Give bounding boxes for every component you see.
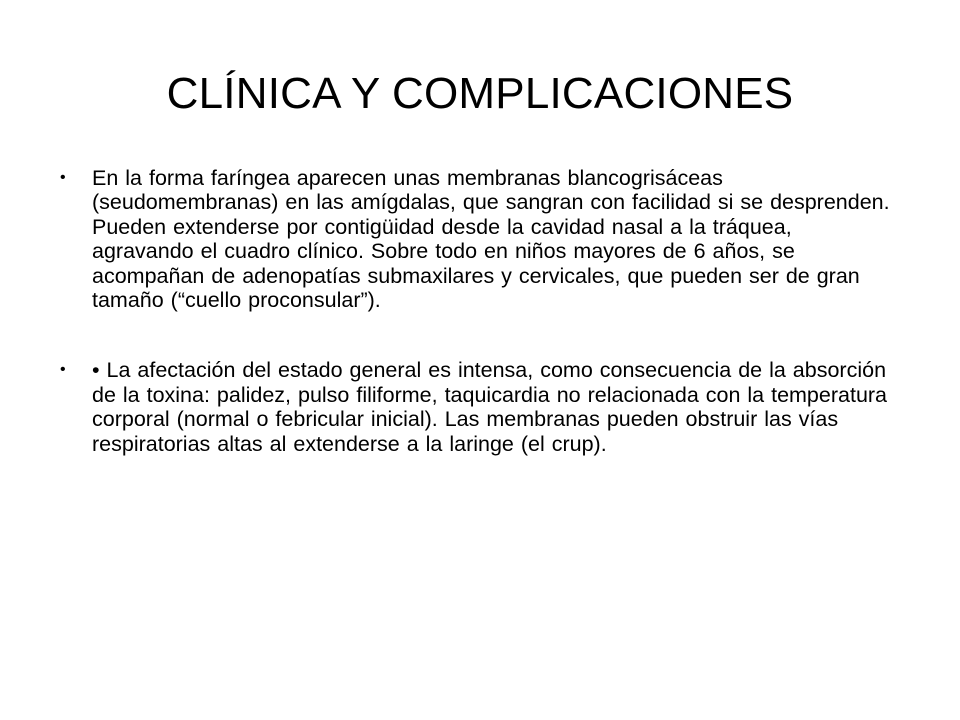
bullet-item-2 [60,358,900,456]
bullet-marker: • [60,169,66,186]
bullet-list [60,166,900,502]
bullet-text-2: • La afectación del estado general es intensa, como consecuencia de la absorción de la toxina: palidez, pulso filiforme, taquicardia no relacionada con la temperatura corporal (normal o febricular inicial). Las membranas pueden obstruir las vías respiratorias altas al extenderse a la laringe (el crup). [92,358,888,456]
bullet-item-1 [60,166,900,312]
bullet-text-1: En la forma faríngea aparecen unas membranas blancogrisáceas (seudomembranas) en las amígdalas, que sangran con facilidad si se desprenden. Pueden extenderse por contigüidad desde la cavidad nasal a la tráquea, agravando el cuadro clínico. Sobre todo en niños mayores de 6 años, se acompañan de adenopatías submaxilares y cervicales, que pueden ser de gran tamaño (“cuello proconsular”). [92,166,890,313]
slide-title: CLÍNICA Y COMPLICACIONES [166,69,794,118]
bullet-marker: • [60,361,66,379]
